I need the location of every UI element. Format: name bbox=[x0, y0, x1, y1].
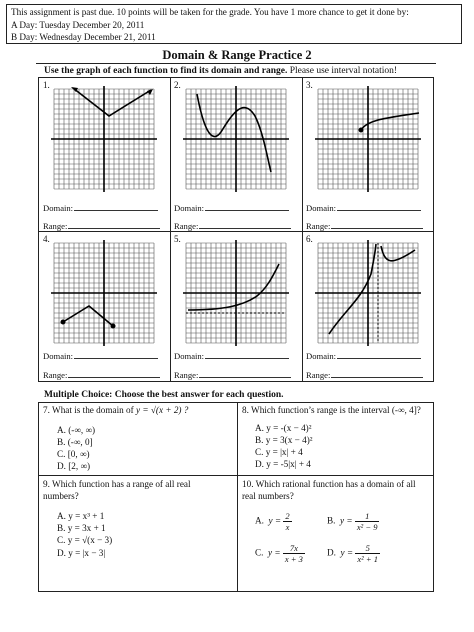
q8-option-c[interactable]: C. y = |x| + 4 bbox=[255, 447, 303, 457]
denominator: x bbox=[285, 522, 290, 532]
option-letter: D. bbox=[327, 547, 336, 558]
range-label: Range: bbox=[43, 370, 68, 380]
endpoint bbox=[111, 324, 115, 328]
question-stem: 9. Which function has a range of all real bbox=[43, 479, 191, 489]
graph-number: 1. bbox=[43, 80, 50, 90]
numerator: 1 bbox=[355, 511, 380, 522]
question-stem: real numbers? bbox=[242, 490, 294, 501]
due-notice bbox=[6, 4, 462, 44]
graph-number: 3. bbox=[306, 80, 313, 90]
divider bbox=[39, 475, 433, 476]
range-field[interactable] bbox=[174, 369, 291, 380]
divider bbox=[302, 78, 303, 381]
function-curve bbox=[329, 244, 376, 334]
q9-option-d[interactable]: D. y = |x − 3| bbox=[57, 548, 106, 558]
q7-option-b[interactable]: B. (-∞, 0] bbox=[57, 437, 93, 447]
graph-number: 2. bbox=[174, 80, 181, 90]
q10-option-d[interactable] bbox=[327, 543, 380, 564]
range-field[interactable] bbox=[306, 369, 423, 380]
question-8: 8. Which function’s range is the interval (-∞, 4]? bbox=[242, 405, 421, 415]
notice-line-3: B Day: Wednesday December 21, 2011 bbox=[11, 32, 156, 43]
domain-field[interactable] bbox=[43, 350, 158, 361]
question-stem: numbers? bbox=[43, 490, 79, 501]
domain-label: Domain: bbox=[43, 203, 74, 213]
graph-1 bbox=[51, 86, 157, 192]
instructions-bold: Use the graph of each function to find its domain and range. bbox=[44, 66, 288, 76]
range-label: Range: bbox=[174, 370, 199, 380]
question-10 bbox=[242, 479, 416, 502]
graph-3 bbox=[315, 86, 421, 192]
domain-field[interactable] bbox=[306, 202, 421, 213]
q9-option-c[interactable]: C. y = √(x − 3) bbox=[57, 535, 113, 545]
graph-number: 5. bbox=[174, 234, 181, 244]
range-label: Range: bbox=[174, 221, 199, 231]
range-field[interactable] bbox=[43, 369, 160, 380]
range-field[interactable] bbox=[174, 220, 291, 231]
option-lhs: y = bbox=[268, 515, 282, 526]
option-letter: A. bbox=[255, 515, 264, 526]
question-7 bbox=[43, 405, 188, 417]
domain-field[interactable] bbox=[306, 350, 421, 361]
page-title: Domain & Range Practice 2 bbox=[162, 48, 312, 62]
option-lhs: y = bbox=[340, 515, 353, 526]
range-field[interactable] bbox=[306, 220, 423, 231]
q10-option-a[interactable] bbox=[255, 511, 292, 532]
divider bbox=[39, 231, 433, 232]
range-label: Range: bbox=[43, 221, 68, 231]
multiple-choice-box bbox=[38, 402, 434, 592]
domain-field[interactable] bbox=[174, 202, 289, 213]
graph-4 bbox=[51, 240, 157, 346]
option-letter: B. bbox=[327, 515, 336, 526]
q9-option-a[interactable]: A. y = x³ + 1 bbox=[57, 511, 105, 521]
range-label: Range: bbox=[306, 221, 331, 231]
denominator: x² + 1 bbox=[357, 554, 378, 564]
q7-option-c[interactable]: C. [0, ∞) bbox=[57, 449, 90, 459]
mc-title: Multiple Choice: Choose the best answer for each question. bbox=[44, 390, 284, 400]
question-stem: 7. What is the domain of bbox=[43, 405, 136, 415]
function-curve bbox=[361, 113, 419, 130]
range-label: Range: bbox=[306, 370, 331, 380]
domain-label: Domain: bbox=[43, 351, 74, 361]
divider bbox=[237, 403, 238, 591]
numerator: 2 bbox=[285, 511, 290, 521]
domain-label: Domain: bbox=[306, 203, 337, 213]
q10-option-c[interactable] bbox=[255, 543, 305, 564]
q9-option-b[interactable]: B. y = 3x + 1 bbox=[57, 523, 106, 533]
title-divider bbox=[36, 63, 436, 64]
graph-2 bbox=[183, 86, 289, 192]
function-curve bbox=[73, 88, 151, 116]
fraction bbox=[283, 511, 291, 532]
option-lhs: y = bbox=[340, 547, 354, 558]
domain-label: Domain: bbox=[174, 351, 205, 361]
q8-option-d[interactable]: D. y = -5|x| + 4 bbox=[255, 459, 311, 469]
question-9 bbox=[43, 479, 191, 502]
question-stem: 10. Which rational function has a domain of all bbox=[242, 479, 416, 489]
notice-line-1: This assignment is past due. 10 points will be taken for the grade. You have 1 more chance to get it done by: bbox=[11, 7, 409, 17]
graph-grid bbox=[38, 77, 434, 382]
function-curve bbox=[197, 94, 271, 172]
divider bbox=[170, 78, 171, 381]
notice-line-2: A Day: Tuesday December 20, 2011 bbox=[11, 19, 145, 30]
option-lhs: y = bbox=[268, 547, 281, 558]
numerator: 7x bbox=[283, 543, 305, 554]
option-letter: C. bbox=[255, 547, 264, 558]
graph-number: 4. bbox=[43, 234, 50, 244]
graph-5 bbox=[183, 240, 289, 346]
domain-field[interactable] bbox=[174, 350, 289, 361]
denominator: x² − 9 bbox=[356, 522, 378, 532]
domain-label: Domain: bbox=[174, 203, 205, 213]
domain-label: Domain: bbox=[306, 351, 337, 361]
fraction bbox=[355, 543, 380, 564]
question-function: y = √(x + 2) ? bbox=[135, 405, 189, 415]
q8-option-b[interactable]: B. y = 3(x − 4)² bbox=[255, 435, 313, 445]
q8-option-a[interactable]: A. y = -(x − 4)² bbox=[255, 423, 312, 433]
q7-option-d[interactable]: D. [2, ∞) bbox=[57, 461, 91, 471]
instructions-note: Please use interval notation! bbox=[289, 66, 398, 76]
q10-option-b[interactable] bbox=[327, 511, 379, 532]
graph-number: 6. bbox=[306, 234, 313, 244]
instructions bbox=[44, 66, 397, 76]
fraction bbox=[355, 511, 380, 532]
domain-field[interactable] bbox=[43, 202, 158, 213]
graph-6 bbox=[315, 240, 421, 346]
fraction bbox=[283, 543, 305, 564]
denominator: x + 3 bbox=[284, 554, 303, 564]
range-field[interactable] bbox=[43, 220, 160, 231]
numerator: 5 bbox=[355, 543, 380, 554]
q7-option-a[interactable]: A. (-∞, ∞) bbox=[57, 425, 96, 435]
